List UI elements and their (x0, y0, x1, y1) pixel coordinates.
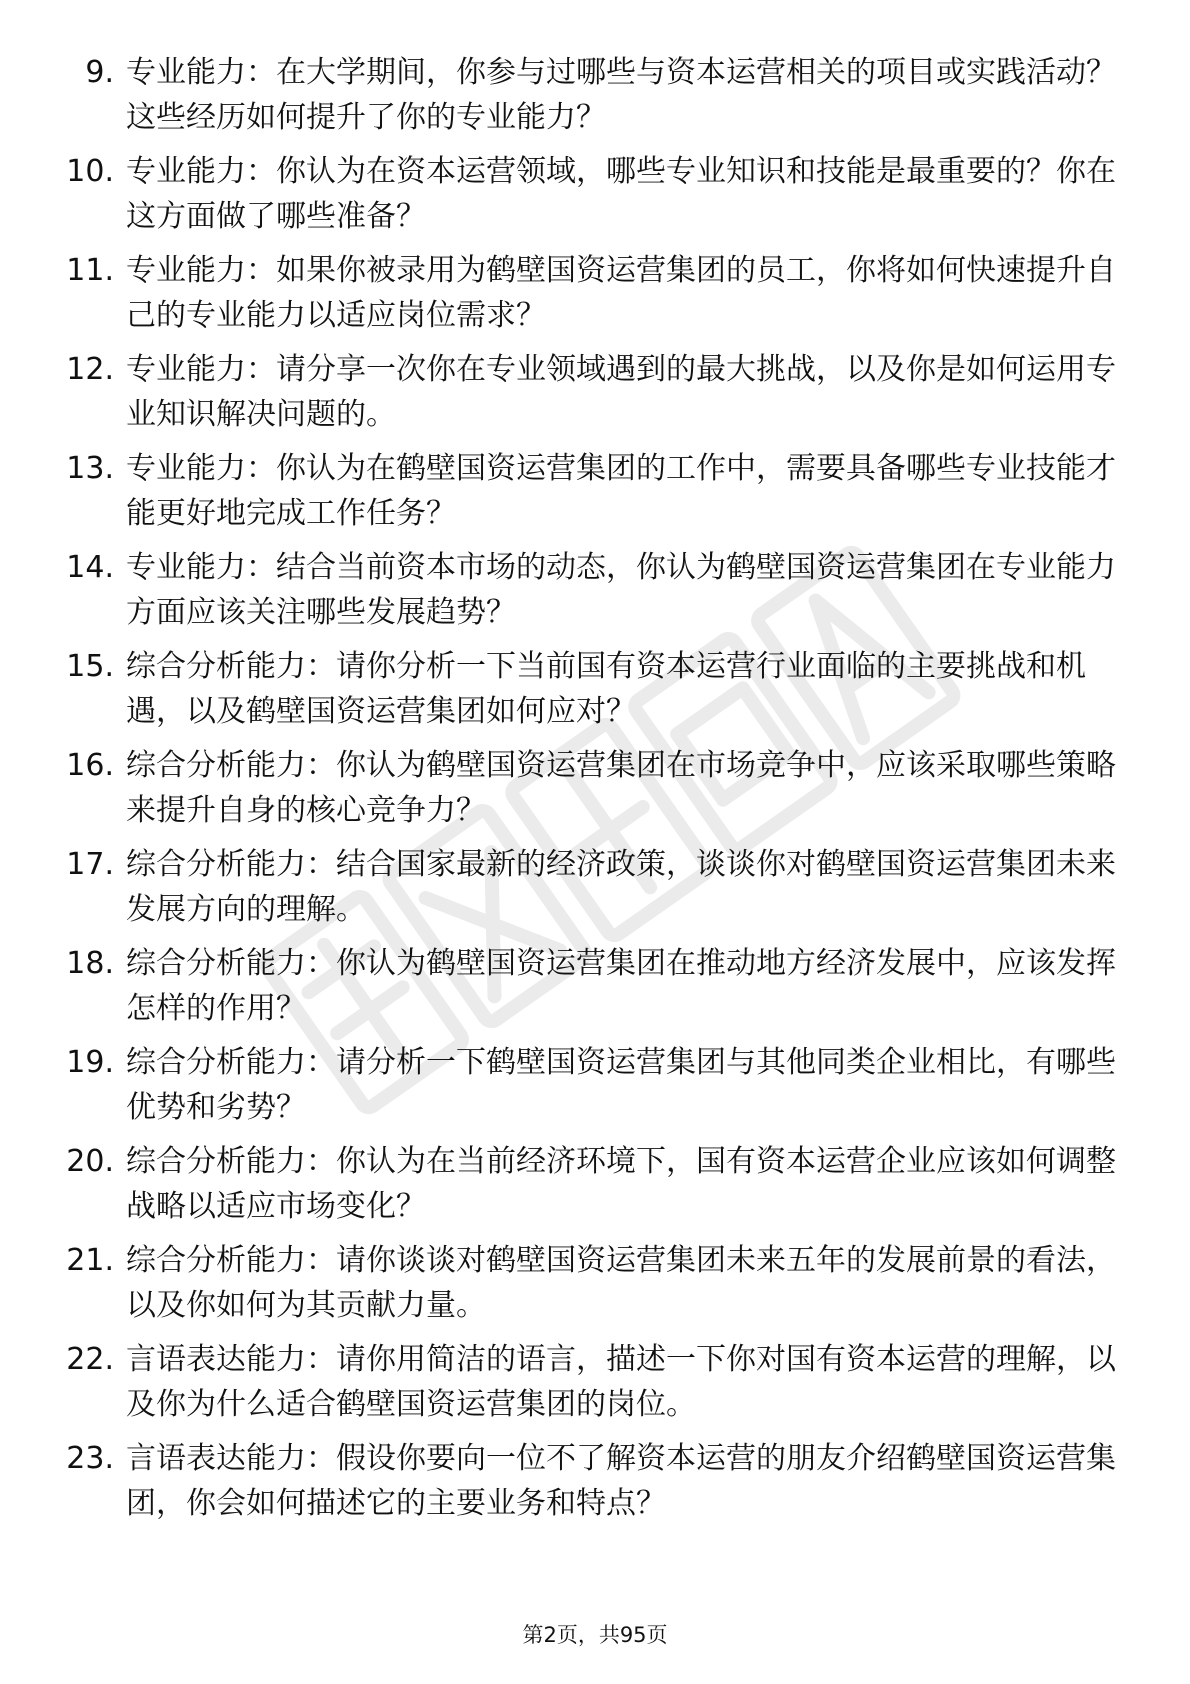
question-number: 20. (66, 1144, 114, 1179)
question-number: 15. (66, 649, 114, 684)
question-number: 23. (66, 1441, 114, 1476)
question-number: 18. (66, 946, 114, 981)
question-text: 专业能力：在大学期间，你参与过哪些与资本运营相关的项目或实践活动？这些经历如何提升了你的专业能力？ (126, 55, 1116, 135)
question-number: 12. (66, 352, 114, 387)
question-item (56, 545, 1116, 637)
question-text: 专业能力：结合当前资本市场的动态，你认为鹤壁国资运营集团在专业能力方面应该关注哪些发展趋势？ (126, 550, 1116, 630)
question-number: 9. (85, 55, 114, 90)
question-text: 专业能力：如果你被录用为鹤壁国资运营集团的员工，你将如何快速提升自己的专业能力以适应岗位需求？ (126, 253, 1116, 333)
question-text: 综合分析能力：请分析一下鹤壁国资运营集团与其他同类企业相比，有哪些优势和劣势？ (126, 1045, 1116, 1125)
question-item (56, 1040, 1116, 1132)
question-text: 专业能力：你认为在鹤壁国资运营集团的工作中，需要具备哪些专业技能才能更好地完成工作任务？ (126, 451, 1116, 531)
question-number: 10. (66, 154, 114, 189)
question-item (56, 842, 1116, 934)
question-item (56, 644, 1116, 736)
question-item (56, 941, 1116, 1033)
question-number: 22. (66, 1342, 114, 1377)
question-text: 专业能力：请分享一次你在专业领域遇到的最大挑战，以及你是如何运用专业知识解决问题的。 (126, 352, 1116, 432)
question-number: 11. (66, 253, 114, 288)
question-item (56, 1139, 1116, 1231)
question-text: 言语表达能力：假设你要向一位不了解资本运营的朋友介绍鹤壁国资运营集团，你会如何描述它的主要业务和特点？ (126, 1441, 1116, 1521)
question-item (56, 248, 1116, 340)
question-item (56, 1238, 1116, 1330)
question-item (56, 1337, 1116, 1429)
question-list (56, 50, 1116, 1535)
question-number: 14. (66, 550, 114, 585)
question-text: 综合分析能力：你认为鹤壁国资运营集团在推动地方经济发展中，应该发挥怎样的作用？ (126, 946, 1116, 1026)
question-item (56, 347, 1116, 439)
question-number: 17. (66, 847, 114, 882)
question-text: 综合分析能力：你认为鹤壁国资运营集团在市场竞争中，应该采取哪些策略来提升自身的核心竞争力？ (126, 748, 1116, 828)
question-text: 言语表达能力：请你用简洁的语言，描述一下你对国有资本运营的理解，以及你为什么适合鹤壁国资运营集团的岗位。 (126, 1342, 1116, 1422)
question-item (56, 50, 1116, 142)
question-text: 综合分析能力：你认为在当前经济环境下，国有资本运营企业应该如何调整战略以适应市场变化？ (126, 1144, 1116, 1224)
question-item (56, 743, 1116, 835)
question-text: 专业能力：你认为在资本运营领域，哪些专业知识和技能是最重要的？你在这方面做了哪些准备？ (126, 154, 1116, 234)
question-number: 19. (66, 1045, 114, 1080)
question-text: 综合分析能力：请你谈谈对鹤壁国资运营集团未来五年的发展前景的看法，以及你如何为其贡献力量。 (126, 1243, 1116, 1323)
question-number: 21. (66, 1243, 114, 1278)
question-item (56, 149, 1116, 241)
question-number: 13. (66, 451, 114, 486)
question-text: 综合分析能力：请你分析一下当前国有资本运营行业面临的主要挑战和机遇，以及鹤壁国资运营集团如何应对？ (126, 649, 1086, 729)
question-item (56, 1436, 1116, 1528)
question-item (56, 446, 1116, 538)
question-number: 16. (66, 748, 114, 783)
page-footer: 第2页，共95页 (522, 1623, 668, 1647)
question-text: 综合分析能力：结合国家最新的经济政策，谈谈你对鹤壁国资运营集团未来发展方向的理解。 (126, 847, 1116, 927)
